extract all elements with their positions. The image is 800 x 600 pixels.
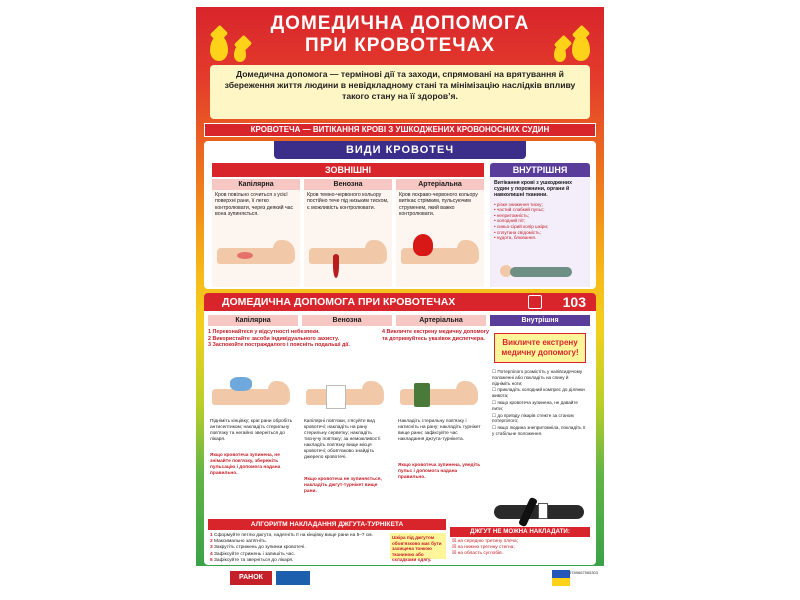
list-item: 4 Зафіксуйте стрижень і запишіть час.	[210, 551, 296, 557]
arterial-aid-note: Якщо кровотеча зупинена, уведіть пульс і допомога надана правильно.	[398, 463, 481, 480]
arterial-aid-illustration	[398, 371, 484, 415]
type-column-venous	[304, 179, 392, 287]
poster	[196, 7, 604, 592]
publisher-logo: РАНОК	[230, 571, 272, 585]
list-item: ☐ Потерпілого розмістіть у напівсидячому положенні або покладіть на спину й підніміть ноги;	[492, 369, 588, 386]
step-item: 1 Переконайтеся у відсутності небезпеки.	[208, 329, 320, 335]
types-card	[204, 141, 596, 289]
venous-wound-illustration	[307, 232, 389, 284]
aid-column-label: Внутрішня	[490, 315, 590, 326]
aid-card	[204, 293, 596, 565]
poster-title: ДОМЕДИЧНА ДОПОМОГА ПРИ КРОВОТЕЧАХ	[270, 13, 530, 56]
list-item: ☒ на середню третину плеча;	[452, 539, 590, 545]
column-label: Венозна	[304, 179, 392, 190]
internal-aid-list	[492, 369, 588, 438]
phone-icon	[528, 295, 542, 309]
types-title: ВИДИ КРОВОТЕЧ	[274, 141, 526, 159]
algorithm-list	[210, 533, 386, 564]
tourniquet-illustration	[494, 499, 584, 525]
step-item: 4 Викличте екстрену медичну допомогу та дотримуйтесь указівок диспетчера.	[382, 329, 490, 342]
column-text: Кров повільно сочиться з усієї поверхні рани, її легко контролювати, через деякий час вона зупиняється.	[215, 192, 294, 218]
aid-title: ДОМЕДИЧНА ДОПОМОГА ПРИ КРОВОТЕЧАХ	[204, 293, 596, 311]
list-item: 2 Максимально затягніть.	[210, 539, 267, 545]
list-item: • сплутана свідомість;	[494, 230, 586, 236]
venous-aid-note: Якщо кровотеча не зупиняється, накладіть джгут-турнікет вище рани.	[304, 477, 382, 494]
lying-person-illustration	[498, 259, 582, 281]
no-tourniquet-list	[452, 539, 590, 557]
list-item: • холодний піт;	[494, 218, 586, 224]
internal-title: ВНУТРІШНЯ	[490, 163, 590, 177]
step-item: 3 Заспокойте постраждалого і поясніть подальші дії.	[208, 342, 350, 349]
internal-text: Витікання крові з ушкоджених судин у порожнини, органи й навколишні тканини.	[494, 180, 572, 199]
list-item: ☐ прикладіть холодний компрес до ділянки живота;	[492, 387, 588, 399]
made-in-ukraine-icon	[552, 570, 570, 586]
capillary-aid-note: Якщо кровотеча зупинена, не знімайте пов’язку, збережіть пульсацію і допомога надана правильно.	[210, 453, 281, 476]
arterial-wound-illustration	[399, 232, 481, 284]
internal-column	[490, 177, 590, 287]
list-item: ☐ якщо людина знепритомніла, покладіть її у стабільне положення.	[492, 425, 588, 437]
column-label: Капілярна	[212, 179, 300, 190]
venous-aid-text: Капілярні пов’язки, з’ясуйте вид кровотечі; накладіть на рану стерильну серветку; накладіть тиснучу пов’язку; за неможливості накладіть пов’язку вище місця кровотечі; обов’язково знайдіть джерело кровотечі.	[304, 419, 381, 460]
intro-text: Домедична допомога — термінові дії та заходи, спрямовані на врятування й збереження життя людини в невідкладному стані та мінімізацію наслідків впливу такого стану на її здоров’я.	[210, 65, 590, 119]
list-item: 3 Закрутіть стрижень до зупинки кровотечі.	[210, 545, 306, 551]
list-item: ☐ до приїзду лікарів стежте за станом потерпілого;	[492, 413, 588, 425]
emergency-number: 103	[562, 294, 586, 310]
list-item: ☒ на область суглобів.	[452, 551, 590, 557]
list-item: • різке зниження тиску;	[494, 202, 586, 208]
column-label: Артеріальна	[396, 179, 484, 190]
algorithm-title: АЛГОРИТМ НАКЛАДАННЯ ДЖГУТА-ТУРНІКЕТА	[208, 519, 446, 530]
general-steps	[208, 329, 388, 349]
aid-column-label: Капілярна	[208, 315, 298, 326]
internal-callout: Викличте екстрену медичну допомогу!	[494, 333, 586, 363]
list-item: 5 Зафіксуйте та зверніться до лікаря.	[210, 557, 294, 563]
isbn: 9789667565303	[569, 570, 598, 575]
capillary-aid-illustration	[210, 371, 296, 415]
list-item: • синьо-сірий колір шкіри;	[494, 224, 586, 230]
internal-signs-list	[490, 202, 590, 241]
aid-column-label: Венозна	[302, 315, 392, 326]
type-column-capillary	[212, 179, 300, 287]
arterial-aid-text: Накладіть стерильну пов’язку і натисніть на рану; накладіть турнікет вище рани; зафіксуйте час накладання джгута-турнікета.	[398, 419, 481, 442]
list-item: ☐ якщо кровотеча зупинена, не давайте пити;	[492, 400, 588, 412]
list-item: 1 Сформуйте петлю джгута, надягніть її на кінцівку вище рани на 5–7 см.	[210, 533, 373, 538]
footer	[196, 566, 604, 592]
list-item: • нудота, блювання.	[494, 235, 586, 241]
column-text: Кров темно-червоного кольору постійно тече під низьким тиском, є можливість контролювати.	[307, 192, 389, 211]
list-item: • непритомність;	[494, 213, 586, 219]
capillary-wound-illustration	[215, 232, 297, 284]
blood-drop-icon	[210, 35, 228, 61]
venous-aid-illustration	[304, 371, 390, 415]
external-title: ЗОВНІШНІ	[212, 163, 484, 177]
type-column-arterial	[396, 179, 484, 287]
list-item: ☒ на нижню третину стегна;	[452, 545, 590, 551]
column-text: Кров яскраво-червоного кольору витікає стрімким, пульсуючим струменем, який важко контролювати.	[399, 192, 478, 218]
capillary-aid-text: Підніміть кінцівку; краї рани обробіть антисептиком; накладіть стерильну пов’язку та негайно зверніться до лікаря.	[210, 419, 293, 442]
series-logo	[276, 571, 310, 585]
algorithm-note: Шкіра під джгутом обов’язково має бути захищена тонкою тканиною або складками одягу.	[390, 533, 446, 559]
aid-column-label: Артеріальна	[396, 315, 486, 326]
step-item: 2 Використайте засоби індивідуального захисту.	[208, 335, 340, 342]
list-item: • частий слабкий пульс;	[494, 207, 586, 213]
definition-bar: КРОВОТЕЧА — ВИТІКАННЯ КРОВІ З УШКОДЖЕНИХ КРОВОНОСНИХ СУДИН	[204, 123, 596, 137]
blood-drop-icon	[572, 35, 590, 61]
no-tourniquet-title: ДЖГУТ НЕ МОЖНА НАКЛАДАТИ:	[450, 527, 590, 537]
